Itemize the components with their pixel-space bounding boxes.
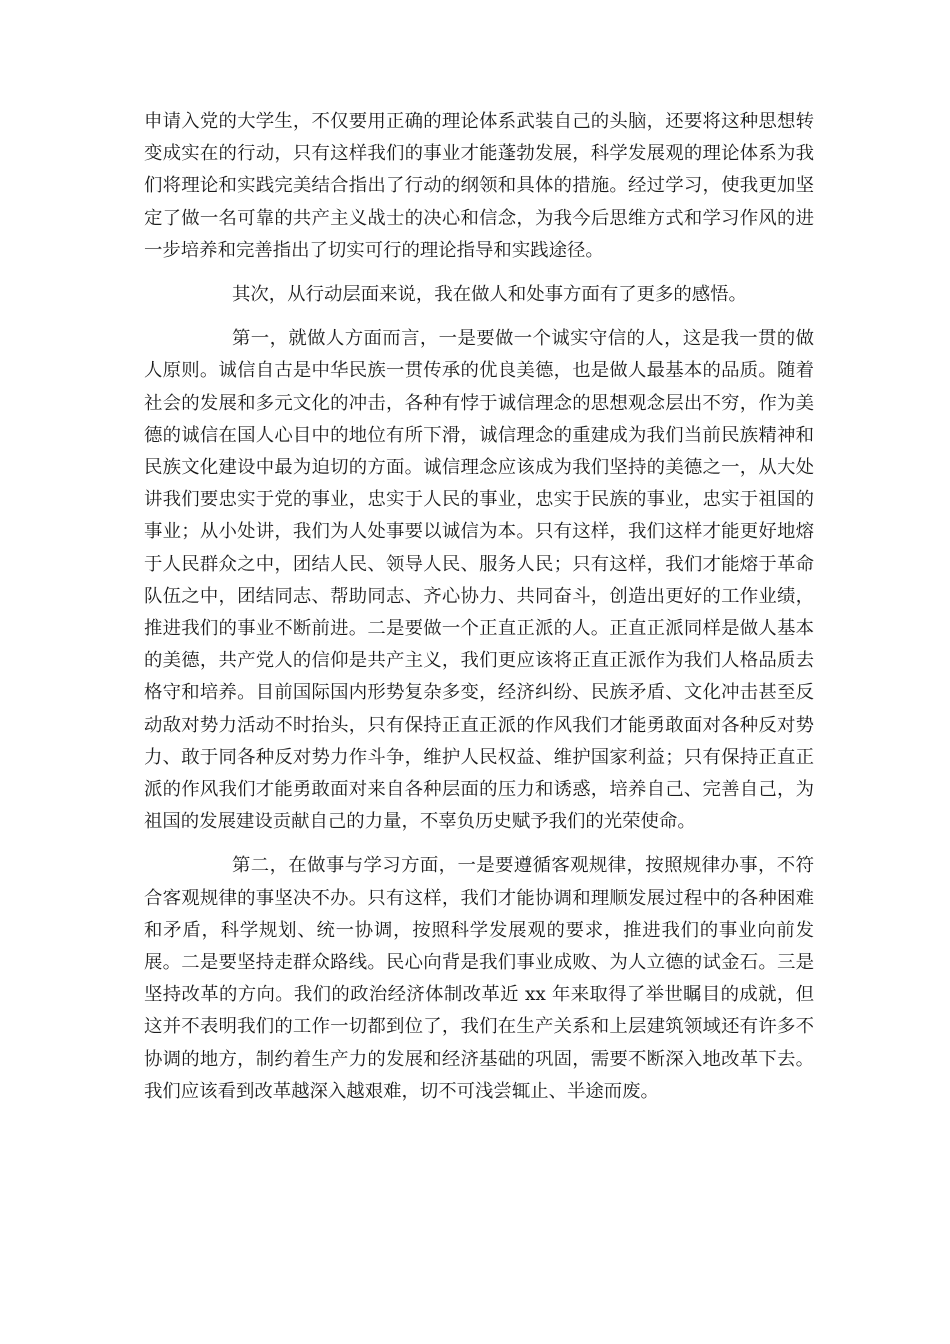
paragraph-work-and-study: 第二，在做事与学习方面，一是要遵循客观规律，按照规律办事，不符合客观规律的事坚决不办。只有这样，我们才能协调和理顺发展过程中的各种困难和矛盾，科学规划、统一协调，按照科学发展观的要求，推进我们的事业向前发展。二是要坚持走群众路线。民心向背是我们事业成败、为人立德的试金石。三是坚持改革的方向。我们的政治经济体制改革近 xx 年来取得了举世瞩目的成就，但这并不表明我们的工作一切都到位了，我们在生产关系和上层建筑领域还有许多不协调的地方，制约着生产力的发展和经济基础的巩固，需要不断深入地改革下去。我们应该看到改革越深入越艰难，切不可浅尝辄止、半途而废。 <box>144 855 814 1102</box>
document-body <box>144 106 814 1120</box>
paragraph-being-a-person: 第一，就做人方面而言，一是要做一个诚实守信的人，这是我一贯的做人原则。诚信自古是中华民族一贯传承的优良美德，也是做人最基本的品质。随着社会的发展和多元文化的冲击，各种有悖于诚信理念的思想观念层出不穷，作为美德的诚信在国人心目中的地位有所下滑，诚信理念的重建成为我们当前民族精神和民族文化建设中最为迫切的方面。诚信理念应该成为我们坚持的美德之一，从大处讲我们要忠实于党的事业，忠实于人民的事业，忠实于民族的事业，忠实于祖国的事业；从小处讲，我们为人处事要以诚信为本。只有这样，我们这样才能更好地熔于人民群众之中，团结人民、领导人民、服务人民；只有这样，我们才能熔于革命队伍之中，团结同志、帮助同志、齐心协力、共同奋斗，创造出更好的工作业绩，推进我们的事业不断前进。二是要做一个正直正派的人。正直正派同样是做人基本的美德，共产党人的信仰是共产主义，我们更应该将正直正派作为我们人格品质去格守和培养。目前国际国内形势复杂多变，经济纠纷、民族矛盾、文化冲击甚至反动敌对势力活动不时抬头，只有保持正直正派的作风我们才能勇敢面对各种反对势力、敢于同各种反对势力作斗争，维护人民权益、维护国家利益；只有保持正直正派的作风我们才能勇敢面对来自各种层面的压力和诱惑，培养自己、完善自己，为祖国的发展建设贡献自己的力量，不辜负历史赋予我们的光荣使命。 <box>144 328 814 833</box>
paragraph-action-level: 其次，从行动层面来说，我在做人和处事方面有了更多的感悟。 <box>232 284 747 306</box>
paragraph-continuation: 申请入党的大学生，不仅要用正确的理论体系武装自己的头脑，还要将这种思想转变成实在的行动，只有这样我们的事业才能蓬勃发展，科学发展观的理论体系为我们将理论和实践完美结合指出了行动的纲领和具体的措施。经过学习，使我更加坚定了做一名可靠的共产主义战士的决心和信念，为我今后思维方式和学习作风的进一步培养和完善指出了切实可行的理论指导和实践途径。 <box>144 111 814 261</box>
